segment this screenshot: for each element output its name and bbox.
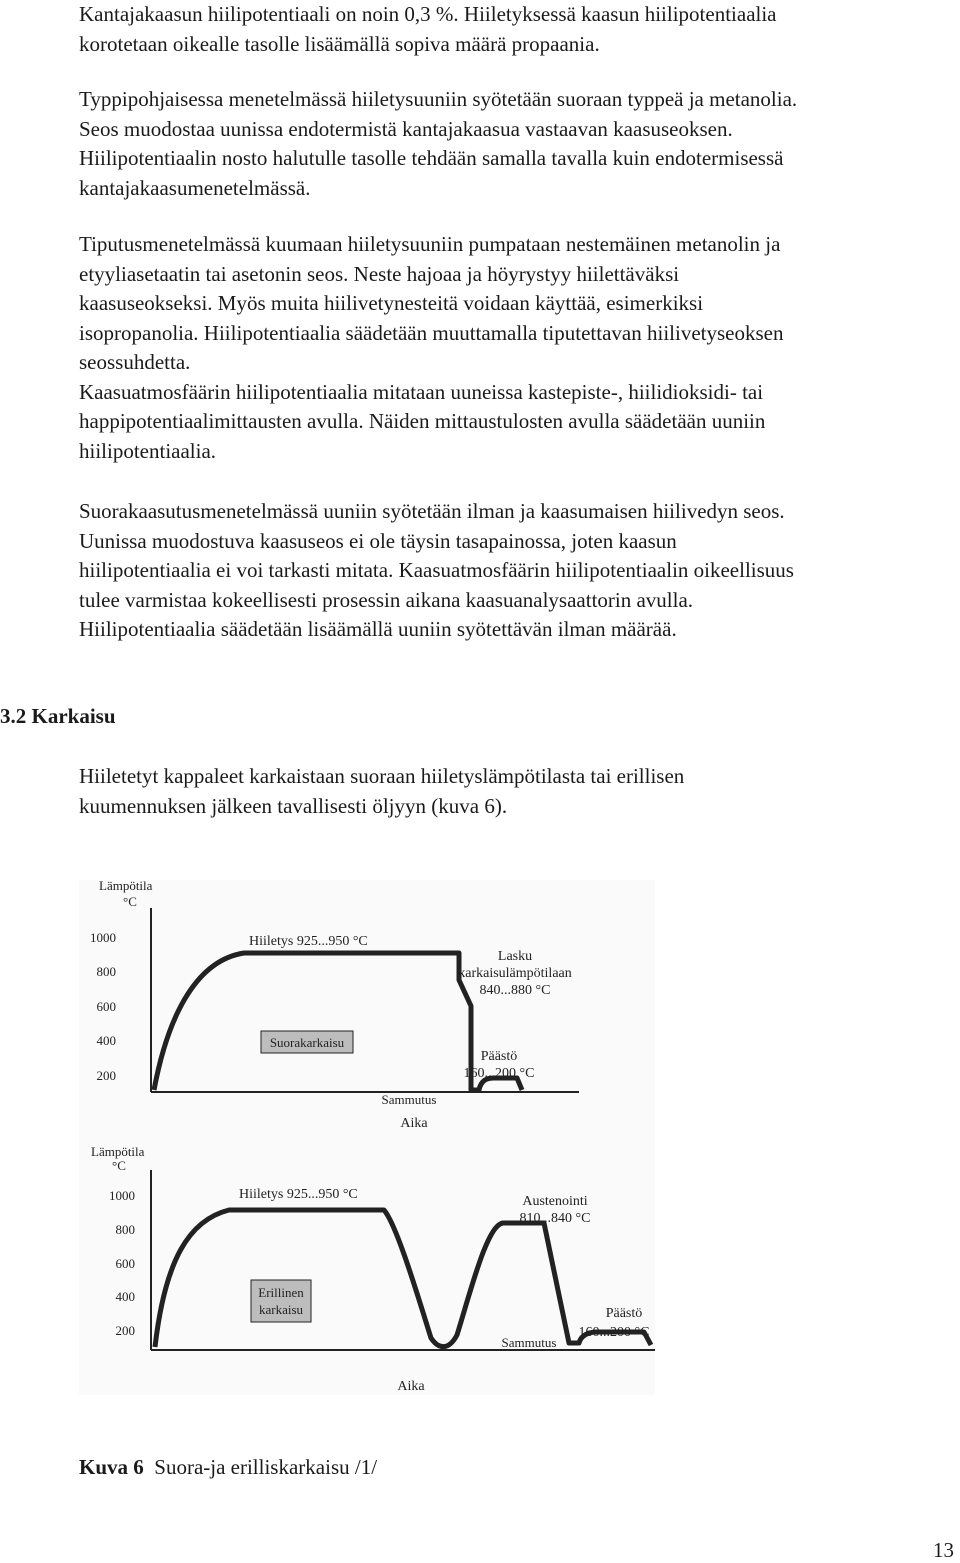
paragraph-hardening-intro bbox=[79, 762, 949, 821]
text-line: kuumennuksen jälkeen tavallisesti öljyyn (kuva 6). bbox=[79, 793, 508, 818]
top-label-lower: karkaisulämpötilaan bbox=[458, 966, 572, 981]
bottom-chart bbox=[91, 1144, 655, 1394]
bottom-tick-label: 800 bbox=[115, 1222, 135, 1237]
bottom-tick-label: 400 bbox=[115, 1289, 135, 1304]
caption-text: Suora-ja erilliskarkaisu /1/ bbox=[143, 1455, 378, 1479]
top-chart bbox=[90, 880, 579, 1131]
text-line: Hiilipotentiaalia säädetään lisäämällä uuniin syötettävän ilman määrää. bbox=[79, 617, 677, 641]
bottom-tick-label: 200 bbox=[115, 1323, 135, 1338]
bottom-tick-label: 600 bbox=[115, 1256, 135, 1271]
top-tick-label: 1000 bbox=[90, 930, 116, 945]
top-label-carburizing: Hiiletys 925...950 °C bbox=[249, 934, 368, 949]
bottom-label-temper: 160...200 °C bbox=[578, 1325, 650, 1340]
text-line: Seos muodostaa uunissa endotermistä kantajakaasua vastaavan kaasuseoksen. bbox=[79, 116, 733, 141]
bottom-heat-curve bbox=[155, 1210, 651, 1347]
top-label-temper: Päästö bbox=[480, 1049, 518, 1064]
top-box-label: Suorakarkaisu bbox=[269, 1035, 345, 1050]
paragraph-drip-method bbox=[79, 230, 949, 466]
text-line: kaasuseokseksi. Myös muita hiilivetynesteitä voidaan käyttää, esimerkiksi bbox=[79, 291, 704, 315]
top-y-axis-title: Lämpötila bbox=[99, 880, 153, 893]
bottom-tick-label: 1000 bbox=[109, 1188, 135, 1203]
bottom-label-austenitize: 810...840 °C bbox=[519, 1211, 591, 1226]
bottom-x-axis-title: Aika bbox=[397, 1379, 425, 1394]
text-line: happipotentiaalimittausten avulla. Näiden mittaustulosten avulla säädetään uuniin bbox=[79, 409, 766, 433]
bottom-label-temper: Päästö bbox=[605, 1306, 643, 1321]
bottom-label-austenitize: Austenointi bbox=[522, 1194, 588, 1209]
text-line: etyyliasetaatin tai asetonin seos. Neste hajoaa ja höyrystyy hiilettäväksi bbox=[79, 261, 680, 286]
figure-svg bbox=[79, 880, 655, 1395]
text-line: Hiilipotentiaalin nosto halutulle tasolle tehdään samalla tavalla kuin endotermisessä bbox=[79, 146, 784, 170]
paragraph-carrier-gas bbox=[79, 0, 949, 59]
text-line: Tiputusmenetelmässä kuumaan hiiletysuuniin pumpataan nestemäinen metanolin ja bbox=[79, 232, 781, 256]
top-tick-label: 600 bbox=[96, 999, 116, 1014]
text-line: Uunissa muodostuva kaasuseos ei ole täysin tasapainossa, joten kaasun bbox=[79, 528, 677, 553]
bottom-y-axis-unit: °C bbox=[112, 1158, 126, 1173]
page-number: 13 bbox=[933, 1538, 954, 1562]
bottom-label-quench: Sammutus bbox=[501, 1335, 557, 1350]
top-tick-label: 800 bbox=[96, 964, 116, 979]
text-line: Kaasuatmosfäärin hiilipotentiaalia mitataan uuneissa kastepiste-, hiilidioksidi- tai bbox=[79, 379, 764, 404]
bottom-label-carburizing: Hiiletys 925...950 °C bbox=[239, 1187, 358, 1202]
top-tick-label: 400 bbox=[96, 1033, 116, 1048]
text-line: Typpipohjaisessa menetelmässä hiiletysuuniin syötetään suoraan typpeä ja metanolia. bbox=[79, 87, 798, 111]
figure-hardening-diagrams bbox=[79, 880, 655, 1395]
top-y-axis-unit: °C bbox=[123, 894, 137, 909]
top-label-temper: 160...200 °C bbox=[463, 1066, 535, 1081]
figure-caption bbox=[79, 1455, 377, 1480]
text-line: korotetaan oikealle tasolle lisäämällä sopiva määrä propaania. bbox=[79, 31, 600, 56]
text-line: seossuhdetta. bbox=[79, 350, 191, 374]
text-line: kantajakaasumenetelmässä. bbox=[79, 175, 311, 200]
paragraph-nitrogen-method bbox=[79, 85, 949, 203]
paragraph-direct-gas-method bbox=[79, 497, 949, 645]
text-line: Suorakaasutusmenetelmässä uuniin syötetään ilman ja kaasumaisen hiilivedyn seos. bbox=[79, 499, 785, 523]
bottom-y-axis-title: Lämpötila bbox=[91, 1144, 145, 1159]
text-line: Hiiletetyt kappaleet karkaistaan suoraan hiiletyslämpötilasta tai erillisen bbox=[79, 764, 685, 788]
top-x-axis-title: Aika bbox=[400, 1116, 428, 1131]
bottom-box-label: karkaisu bbox=[258, 1302, 304, 1317]
top-label-quench: Sammutus bbox=[381, 1092, 437, 1107]
text-line: hiilipotentiaalia. bbox=[79, 438, 217, 463]
top-label-lower: 840...880 °C bbox=[479, 983, 551, 998]
section-heading: 3.2 Karkaisu bbox=[0, 704, 116, 728]
bottom-box-label: Erillinen bbox=[258, 1285, 304, 1300]
text-line: isopropanolia. Hiilipotentiaalia säädetään muuttamalla tiputettavan hiilivetyseoksen bbox=[79, 320, 784, 345]
text-line: Kantajakaasun hiilipotentiaali on noin 0,3 %. Hiiletyksessä kaasun hiilipotentiaalia bbox=[79, 2, 777, 26]
top-tick-label: 200 bbox=[96, 1068, 116, 1083]
top-label-lower: Lasku bbox=[497, 949, 533, 964]
caption-label: Kuva 6 bbox=[79, 1455, 144, 1479]
text-line: hiilipotentiaalia ei voi tarkasti mitata. Kaasuatmosfäärin hiilipotentiaalin oikeellisuus bbox=[79, 558, 794, 582]
text-line: tulee varmistaa kokeellisesti prosessin aikana kaasuanalysaattorin avulla. bbox=[79, 587, 694, 612]
